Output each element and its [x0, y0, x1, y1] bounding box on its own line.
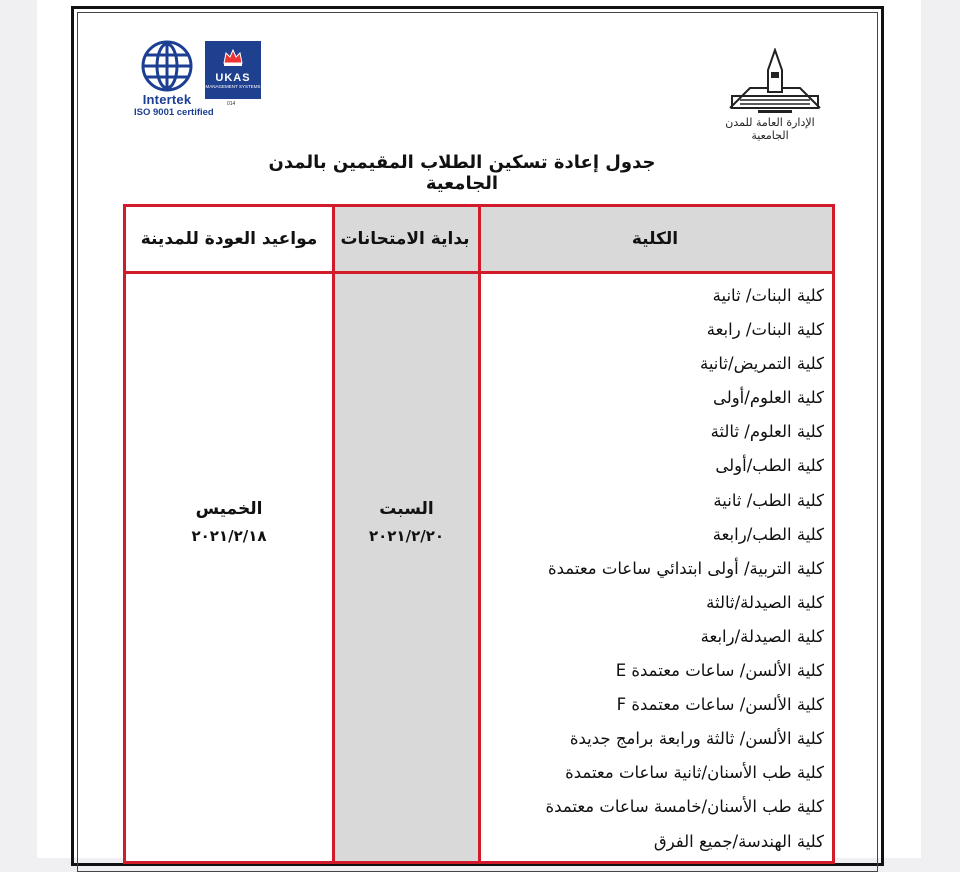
- faculty-row: كلية التربية/ أولى ابتدائي ساعات معتمدة: [548, 558, 824, 578]
- ukas-number: 014: [227, 101, 236, 107]
- faculty-row: كلية الألسن/ ساعات معتمدة E: [615, 661, 824, 681]
- university-caption: الإدارة العامة للمدن الجامعية: [725, 116, 815, 142]
- crown-icon: [221, 45, 245, 69]
- exam-start-cell: [335, 499, 478, 545]
- faculty-row: كلية البنات/ ثانية: [712, 286, 824, 305]
- faculty-row: كلية الصيدلة/ثالثة: [706, 592, 824, 612]
- faculty-row: كلية الصيدلة/رابعة: [700, 626, 824, 646]
- column-divider-2: [478, 207, 481, 861]
- exam-start-date: ٢٠٢١/٢/٢٠: [368, 527, 445, 545]
- globe-icon: [138, 40, 196, 92]
- document-title: جدول إعادة تسكين الطلاب المقيمين بالمدن الجامعية: [268, 152, 656, 194]
- faculty-row: كلية طب الأسنان/ثانية ساعات معتمدة: [565, 763, 824, 783]
- ukas-label: UKAS: [215, 72, 251, 84]
- faculty-row: كلية التمريض/ثانية: [699, 354, 824, 374]
- exam-start-column: [335, 274, 478, 861]
- header-faculty: [478, 207, 832, 271]
- housing-schedule-table: [123, 204, 835, 864]
- faculty-list: [484, 279, 824, 859]
- faculty-row: كلية العلوم/ ثالثة: [710, 422, 824, 442]
- faculty-row: كلية الطب/ ثانية: [713, 490, 824, 510]
- faculty-row: كلية الألسن/ ساعات معتمدة F: [616, 695, 824, 715]
- header-faculty-label: الكلية: [631, 229, 679, 249]
- header-exam-start-label: بداية الامتحانات: [340, 229, 470, 249]
- faculty-row: كلية الطب/أولى: [715, 456, 824, 476]
- ukas-sub: MANAGEMENT SYSTEMS: [205, 84, 261, 89]
- return-day: الخميس: [195, 499, 263, 519]
- ukas-badge: [205, 41, 261, 107]
- faculty-row: كلية طب الأسنان/خامسة ساعات معتمدة: [545, 797, 824, 817]
- document-page: [37, 0, 921, 858]
- faculty-row: كلية العلوم/أولى: [712, 388, 824, 408]
- header-return-dates: [126, 207, 332, 271]
- intertek-brand: Intertek: [142, 92, 192, 107]
- exam-start-day: السبت: [379, 499, 434, 519]
- faculty-row: كلية الألسن/ ثالثة ورابعة برامج جديدة: [569, 729, 824, 749]
- faculty-row: كلية البنات/ رابعة: [706, 320, 824, 340]
- return-date: ٢٠٢١/٢/١٨: [191, 527, 267, 545]
- university-logo: [720, 48, 830, 118]
- return-cell: [126, 499, 332, 545]
- iso-certification: ISO 9001 certified: [134, 107, 214, 118]
- header-exam-start: [332, 207, 478, 271]
- header-return-dates-label: مواعيد العودة للمدينة: [140, 229, 318, 249]
- faculty-row: كلية الهندسة/جميع الفرق: [653, 831, 824, 851]
- faculty-row: كلية الطب/رابعة: [712, 524, 824, 544]
